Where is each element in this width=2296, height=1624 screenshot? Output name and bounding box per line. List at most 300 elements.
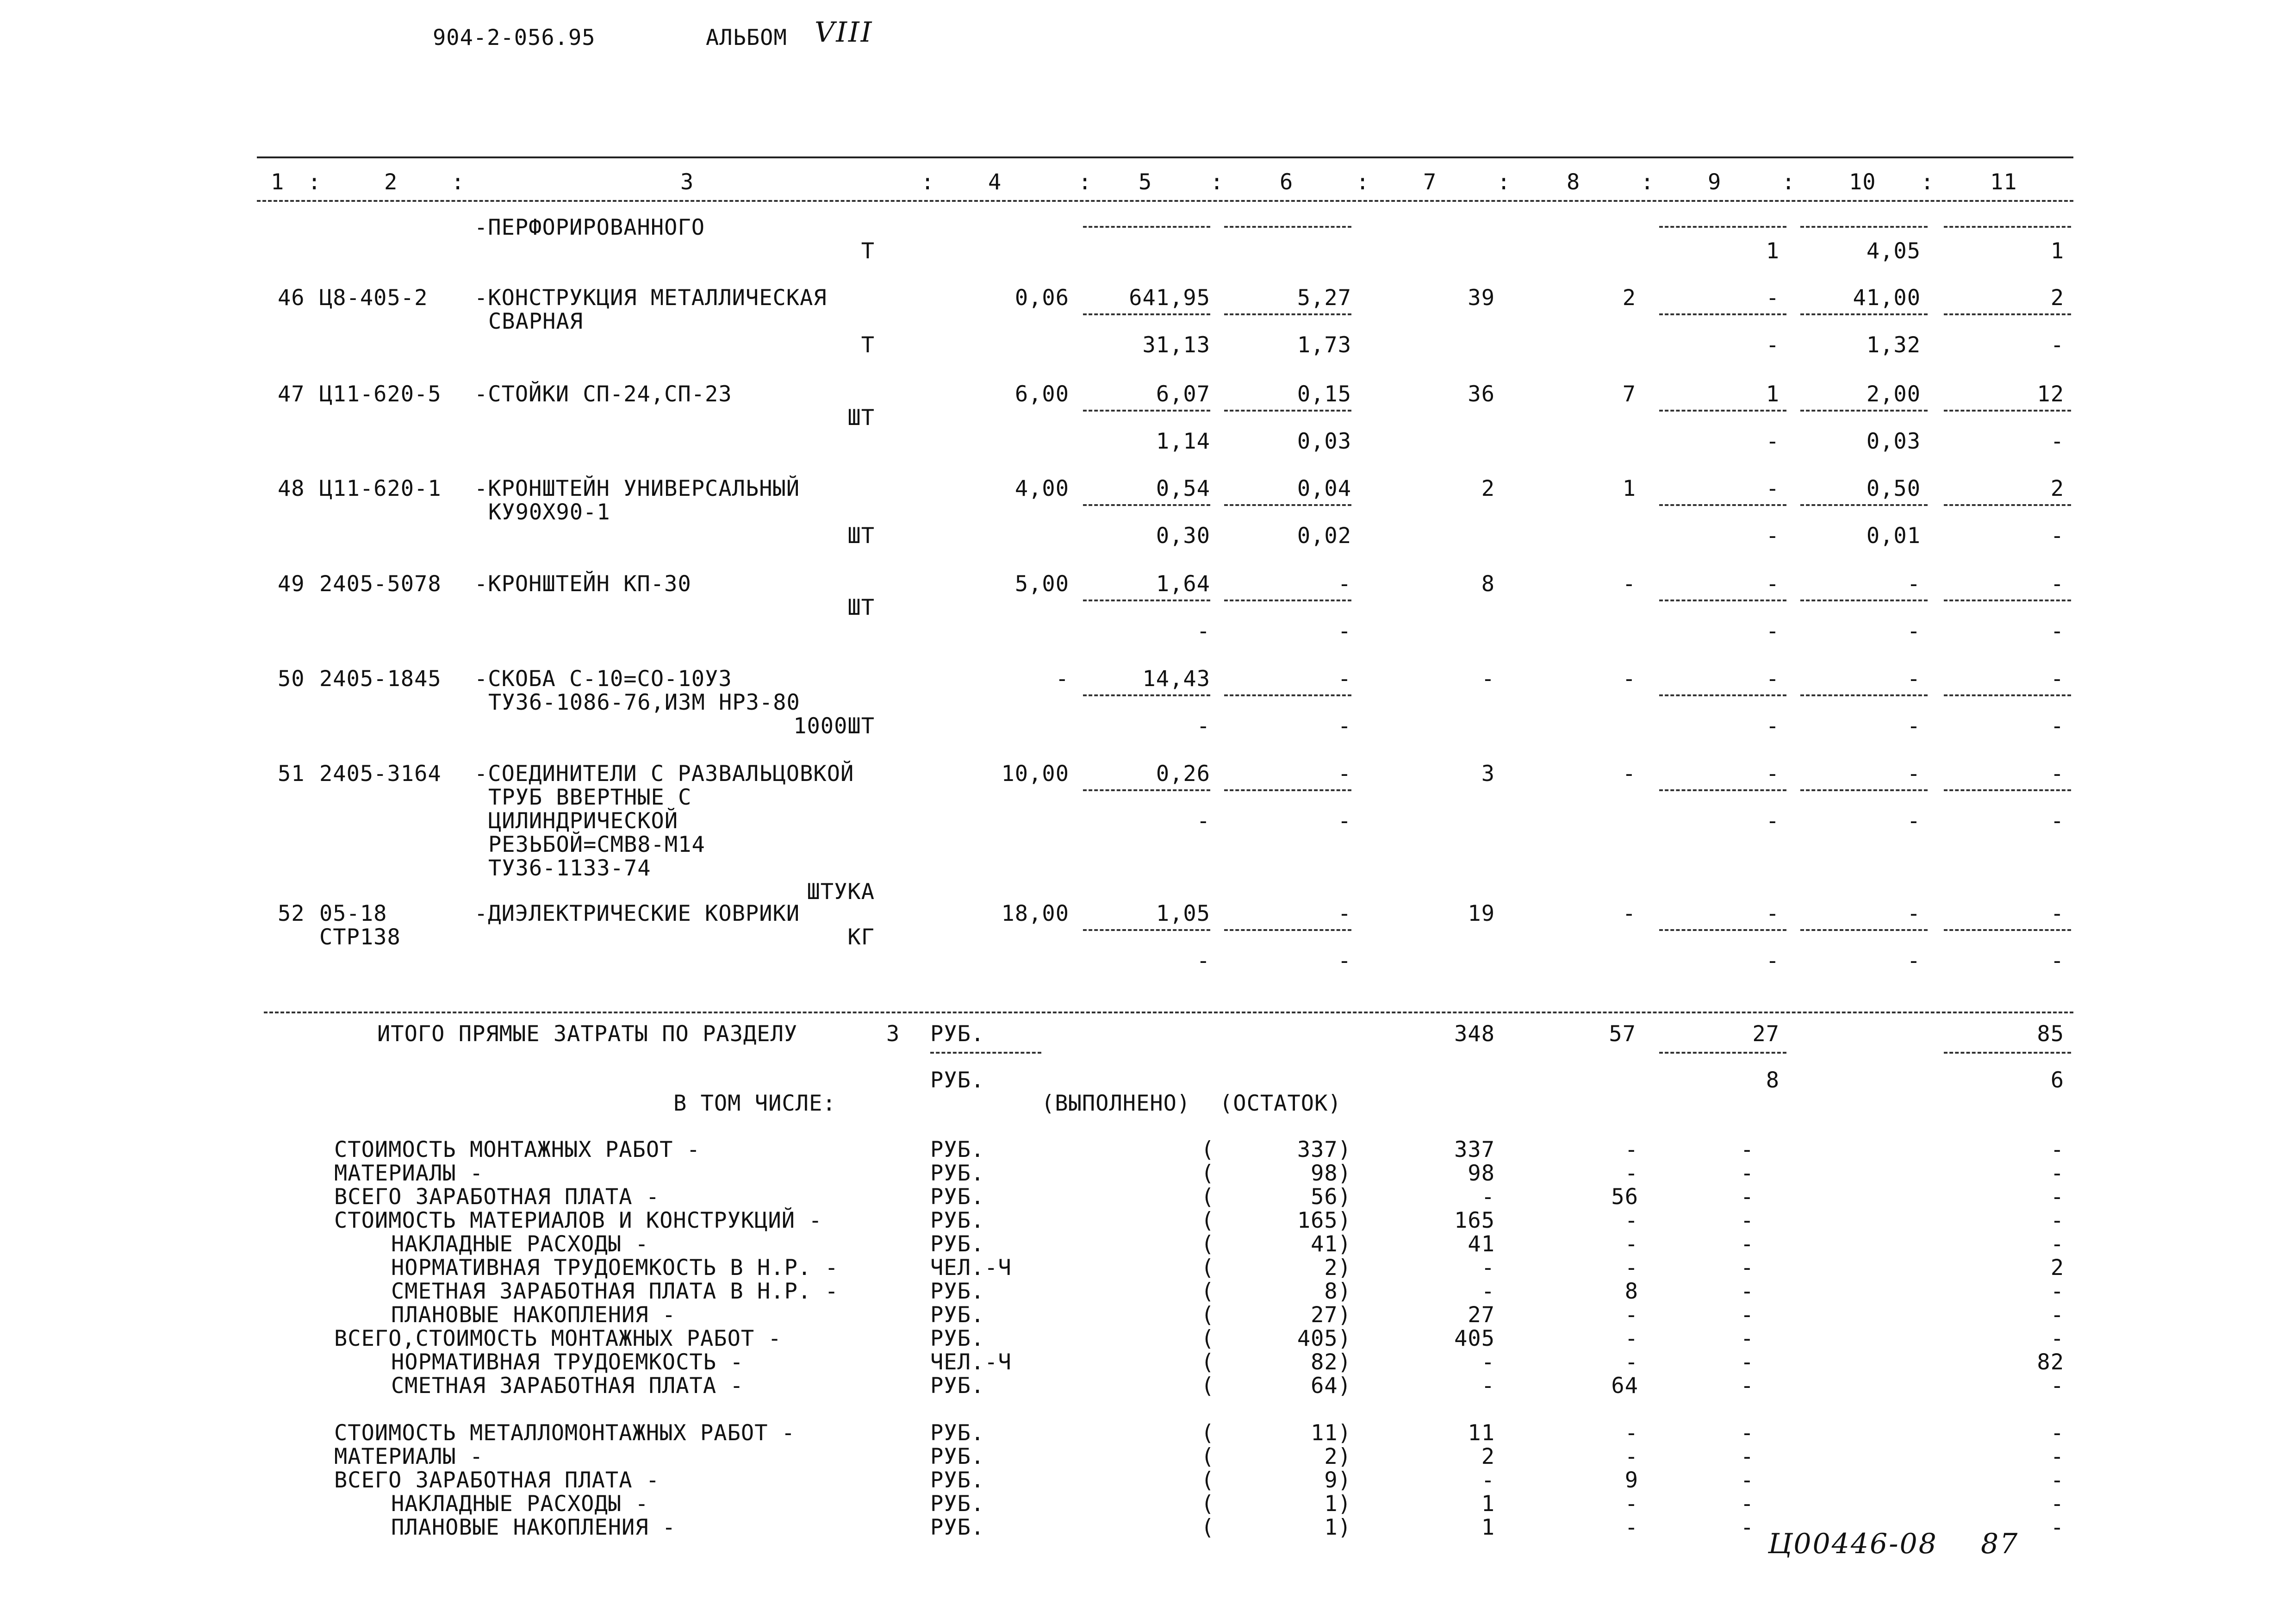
summary-c7: -	[1481, 1279, 1495, 1304]
total-rule	[930, 1052, 1041, 1054]
summary-unit: РУБ.	[930, 1420, 985, 1446]
price-rule	[1800, 789, 1928, 791]
summary-c7: 1	[1481, 1491, 1495, 1517]
price-rule	[1659, 600, 1786, 601]
row-name-line: ТУ36-1133-74	[488, 856, 651, 881]
summary-paren: (	[1201, 1373, 1215, 1399]
price-rule	[1083, 313, 1210, 315]
column-number-3: 3	[680, 169, 694, 195]
row-code: 2405-1845	[319, 666, 442, 692]
column-separator: :	[1497, 169, 1511, 195]
summary-c8: 8	[1624, 1279, 1638, 1304]
summary-done-value: 2)	[1324, 1444, 1351, 1469]
summary-c11: -	[2050, 1420, 2064, 1446]
summary-paren: (	[1201, 1420, 1215, 1446]
row-c11b: -	[2050, 429, 2064, 454]
summary-c7: 405	[1454, 1326, 1495, 1351]
row-c9: -	[1766, 476, 1780, 501]
row-c11: -	[2050, 761, 2064, 787]
row-c5b: 0,30	[1156, 523, 1210, 549]
column-separator: :	[1641, 169, 1655, 195]
total-rule	[1659, 1052, 1786, 1054]
row-c8: 1	[1622, 476, 1636, 501]
row-c9: -	[1766, 666, 1780, 692]
row-c11b: -	[2050, 713, 2064, 739]
row-number: 48	[278, 476, 305, 501]
row-code: Ц11-620-5	[319, 381, 442, 407]
row-c8: 2	[1622, 285, 1636, 311]
summary-c11: -	[2050, 1326, 2064, 1351]
row-c11: -	[2050, 666, 2064, 692]
row-name-line: ЦИЛИНДРИЧЕСКОЙ	[488, 808, 678, 834]
summary-c7: 11	[1468, 1420, 1495, 1446]
row-c6: 5,27	[1297, 285, 1351, 311]
row-quantity: 10,00	[1001, 761, 1069, 787]
summary-done-value: 82)	[1311, 1349, 1351, 1375]
price-rule	[1659, 694, 1786, 696]
row-c9b: -	[1766, 332, 1780, 358]
row-unit: ШТ	[847, 405, 875, 431]
price-rule	[1224, 600, 1351, 601]
row-c11b: -	[2050, 523, 2064, 549]
summary-label: НАКЛАДНЫЕ РАСХОДЫ -	[391, 1491, 649, 1517]
row-c5: 0,54	[1156, 476, 1210, 501]
summary-c9: -	[1740, 1420, 1754, 1446]
row-c9b: -	[1766, 808, 1780, 834]
summary-done-value: 2)	[1324, 1255, 1351, 1280]
summary-c11: -	[2050, 1184, 2064, 1210]
summary-label: МАТЕРИАЛЫ -	[334, 1161, 484, 1186]
price-rule	[1224, 313, 1351, 315]
table-top-rule	[257, 156, 2073, 158]
summary-c8: -	[1624, 1420, 1638, 1446]
total-unit: РУБ.	[930, 1021, 985, 1047]
summary-paren: (	[1201, 1208, 1215, 1233]
column-separator: :	[308, 169, 322, 195]
row-c7: 3	[1481, 761, 1495, 787]
row-c10b: 0,03	[1866, 429, 1921, 454]
summary-c7: 98	[1468, 1161, 1495, 1186]
price-rule	[1224, 226, 1351, 228]
summary-c9: -	[1740, 1326, 1754, 1351]
row-c6: 0,04	[1297, 476, 1351, 501]
summary-paren: (	[1201, 1491, 1215, 1517]
summary-c8: -	[1624, 1137, 1638, 1162]
summary-label: ПЛАНОВЫЕ НАКОПЛЕНИЯ -	[391, 1515, 676, 1540]
row-number: 50	[278, 666, 305, 692]
column-number-9: 9	[1708, 169, 1722, 195]
summary-unit: ЧЕЛ.-Ч	[930, 1255, 1012, 1280]
total-section: 3	[886, 1021, 900, 1047]
row-c11: 2	[2050, 285, 2064, 311]
row-number: 47	[278, 381, 305, 407]
price-rule	[1944, 313, 2071, 315]
summary-c8: -	[1624, 1326, 1638, 1351]
summary-c9: -	[1740, 1349, 1754, 1375]
price-rule	[1800, 226, 1928, 228]
row-name-line: КУ90Х90-1	[488, 500, 610, 525]
summary-label: МАТЕРИАЛЫ -	[334, 1444, 484, 1469]
summary-c11: -	[2050, 1161, 2064, 1186]
price-rule	[1224, 410, 1351, 412]
row-code: 2405-5078	[319, 571, 442, 597]
summary-unit: РУБ.	[930, 1302, 985, 1328]
row-quantity: 0,06	[1014, 285, 1069, 311]
row-code: 05-18	[319, 901, 387, 926]
row-quantity: 4,00	[1014, 476, 1069, 501]
row-c5: 641,95	[1129, 285, 1210, 311]
row-c10: 0,50	[1866, 476, 1921, 501]
summary-done-value: 27)	[1311, 1302, 1351, 1328]
price-rule	[1083, 504, 1210, 506]
summary-c7: 2	[1481, 1444, 1495, 1469]
summary-c11: -	[2050, 1444, 2064, 1469]
album-label: АЛЬБОМ	[706, 25, 787, 50]
row-c6b: -	[1338, 948, 1351, 974]
summary-c7: -	[1481, 1184, 1495, 1210]
summary-label: СТОИМОСТЬ МОНТАЖНЫХ РАБОТ -	[334, 1137, 701, 1162]
column-number-8: 8	[1567, 169, 1580, 195]
summary-c9: -	[1740, 1184, 1754, 1210]
summary-unit: РУБ.	[930, 1161, 985, 1186]
summary-paren: (	[1201, 1515, 1215, 1540]
summary-label: ВСЕГО ЗАРАБОТНАЯ ПЛАТА -	[334, 1184, 660, 1210]
row-c9: -	[1766, 571, 1780, 597]
summary-label: СМЕТНАЯ ЗАРАБОТНАЯ ПЛАТА -	[391, 1373, 744, 1399]
price-rule	[1659, 789, 1786, 791]
summary-c8: -	[1624, 1208, 1638, 1233]
summary-c11: -	[2050, 1468, 2064, 1493]
price-rule	[1659, 410, 1786, 412]
row-name-line: -КРОНШТЕЙН УНИВЕРСАЛЬНЫЙ	[474, 476, 800, 501]
row-c7: -	[1481, 666, 1495, 692]
row-c9b: -	[1766, 713, 1780, 739]
price-rule	[1083, 789, 1210, 791]
row-name-line: РЕЗЬБОЙ=СМВ8-М14	[488, 832, 705, 857]
row-c11b: -	[2050, 948, 2064, 974]
document-code: 904-2-056.95	[433, 25, 596, 50]
summary-c8: -	[1624, 1255, 1638, 1280]
summary-c11: -	[2050, 1491, 2064, 1517]
summary-unit: РУБ.	[930, 1137, 985, 1162]
row-number: 52	[278, 901, 305, 926]
row-c6b: -	[1338, 808, 1351, 834]
summary-unit: ЧЕЛ.-Ч	[930, 1349, 1012, 1375]
row-c6: -	[1338, 571, 1351, 597]
summary-c9: -	[1740, 1468, 1754, 1493]
page-number: 87	[1981, 1528, 2019, 1560]
summary-c9: -	[1740, 1373, 1754, 1399]
price-rule	[1083, 694, 1210, 696]
row-c10b: -	[1907, 948, 1921, 974]
summary-c9: -	[1740, 1491, 1754, 1517]
row-name-line: -СОЕДИНИТЕЛИ С РАЗВАЛЬЦОВКОЙ	[474, 761, 854, 787]
row-c7: 2	[1481, 476, 1495, 501]
summary-c9: -	[1740, 1231, 1754, 1257]
row-c5b: -	[1196, 618, 1210, 644]
price-rule	[1224, 694, 1351, 696]
summary-c9: -	[1740, 1515, 1754, 1540]
row-c8: 7	[1622, 381, 1636, 407]
price-rule	[1083, 226, 1210, 228]
summary-c7: -	[1481, 1349, 1495, 1375]
row-c8: -	[1622, 901, 1636, 926]
summary-paren: (	[1201, 1302, 1215, 1328]
row-c11b: -	[2050, 332, 2064, 358]
summary-unit: РУБ.	[930, 1444, 985, 1469]
total-c7: 348	[1454, 1021, 1495, 1047]
column-number-10: 10	[1849, 169, 1876, 195]
row-c11: -	[2050, 571, 2064, 597]
row-c5: 6,07	[1156, 381, 1210, 407]
price-rule	[1083, 410, 1210, 412]
done-label: (ВЫПОЛНЕНО)	[1041, 1091, 1191, 1116]
total-unit-2: РУБ.	[930, 1068, 985, 1093]
column-separator: :	[451, 169, 465, 195]
summary-paren: (	[1201, 1161, 1215, 1186]
summary-unit: РУБ.	[930, 1208, 985, 1233]
summary-label: СТОИМОСТЬ МАТЕРИАЛОВ И КОНСТРУКЦИЙ -	[334, 1208, 822, 1233]
price-rule	[1944, 694, 2071, 696]
summary-c9: -	[1740, 1444, 1754, 1469]
row-c6b: -	[1338, 713, 1351, 739]
summary-label: НОРМАТИВНАЯ ТРУДОЕМКОСТЬ В Н.Р. -	[391, 1255, 839, 1280]
summary-unit: РУБ.	[930, 1231, 985, 1257]
summary-label: НОРМАТИВНАЯ ТРУДОЕМКОСТЬ -	[391, 1349, 744, 1375]
row-c6: -	[1338, 761, 1351, 787]
row-c5: 1,05	[1156, 901, 1210, 926]
summary-c8: -	[1624, 1302, 1638, 1328]
row-c6: -	[1338, 901, 1351, 926]
price-rule	[1659, 226, 1786, 228]
summary-paren: (	[1201, 1444, 1215, 1469]
row-name-line: -ПЕРФОРИРОВАННОГО	[474, 215, 705, 240]
summary-c7: -	[1481, 1373, 1495, 1399]
summary-c9: -	[1740, 1279, 1754, 1304]
summary-c9: -	[1740, 1302, 1754, 1328]
summary-label: НАКЛАДНЫЕ РАСХОДЫ -	[391, 1231, 649, 1257]
row-c8: -	[1622, 666, 1636, 692]
row-c9: 1	[1766, 238, 1780, 264]
total-c11: 85	[2037, 1021, 2064, 1047]
price-rule	[1224, 504, 1351, 506]
summary-c9: -	[1740, 1137, 1754, 1162]
summary-c8: 56	[1611, 1184, 1638, 1210]
remainder-label: (ОСТАТОК)	[1220, 1091, 1342, 1116]
summary-paren: (	[1201, 1468, 1215, 1493]
summary-done-value: 41)	[1311, 1231, 1351, 1257]
row-c6b: -	[1338, 618, 1351, 644]
summary-c8: -	[1624, 1231, 1638, 1257]
summary-done-value: 56)	[1311, 1184, 1351, 1210]
row-c5: 0,26	[1156, 761, 1210, 787]
row-c10b: 0,01	[1866, 523, 1921, 549]
row-c5b: 1,14	[1156, 429, 1210, 454]
price-rule	[1944, 789, 2071, 791]
column-number-2: 2	[384, 169, 398, 195]
price-rule	[1659, 929, 1786, 931]
row-code: Ц8-405-2	[319, 285, 428, 311]
summary-c9: -	[1740, 1208, 1754, 1233]
row-name-line: -ДИЭЛЕКТРИЧЕСКИЕ КОВРИКИ	[474, 901, 800, 926]
row-quantity: 5,00	[1014, 571, 1069, 597]
summary-unit: РУБ.	[930, 1184, 985, 1210]
row-c10: -	[1907, 901, 1921, 926]
price-rule	[1659, 504, 1786, 506]
price-rule	[1224, 789, 1351, 791]
summary-done-value: 1)	[1324, 1491, 1351, 1517]
summary-c11: -	[2050, 1208, 2064, 1233]
row-c11b: -	[2050, 808, 2064, 834]
summary-c11: 82	[2037, 1349, 2064, 1375]
row-c11b: -	[2050, 618, 2064, 644]
row-c9: -	[1766, 901, 1780, 926]
row-unit: ШТ	[847, 595, 875, 620]
total-c9: 27	[1752, 1021, 1780, 1047]
row-c9b: -	[1766, 948, 1780, 974]
price-rule	[1800, 504, 1928, 506]
summary-c7: 41	[1468, 1231, 1495, 1257]
summary-unit: РУБ.	[930, 1373, 985, 1399]
row-c9: -	[1766, 285, 1780, 311]
summary-paren: (	[1201, 1279, 1215, 1304]
row-code: Ц11-620-1	[319, 476, 442, 501]
summary-c8: -	[1624, 1349, 1638, 1375]
total-label: ИТОГО ПРЯМЫЕ ЗАТРАТЫ ПО РАЗДЕЛУ	[377, 1021, 798, 1047]
column-separator: :	[1078, 169, 1092, 195]
row-quantity: 6,00	[1014, 381, 1069, 407]
price-rule	[1944, 600, 2071, 601]
row-unit: 1000ШТ	[793, 713, 875, 739]
row-c7: 8	[1481, 571, 1495, 597]
row-c5b: -	[1196, 808, 1210, 834]
column-separator: :	[1210, 169, 1224, 195]
row-unit: КГ	[847, 924, 875, 950]
summary-unit: РУБ.	[930, 1326, 985, 1351]
summary-done-value: 337)	[1297, 1137, 1351, 1162]
column-separator: :	[1356, 169, 1370, 195]
summary-done-value: 9)	[1324, 1468, 1351, 1493]
summary-c7: 27	[1468, 1302, 1495, 1328]
row-number: 49	[278, 571, 305, 597]
summary-paren: (	[1201, 1326, 1215, 1351]
row-c9: -	[1766, 761, 1780, 787]
summary-c11: -	[2050, 1515, 2064, 1540]
summary-done-value: 165)	[1297, 1208, 1351, 1233]
album-number: VIII	[815, 16, 873, 49]
price-rule	[1944, 410, 2071, 412]
summary-c7: -	[1481, 1255, 1495, 1280]
column-number-5: 5	[1139, 169, 1152, 195]
summary-c8: -	[1624, 1161, 1638, 1186]
summary-c11: -	[2050, 1279, 2064, 1304]
summary-done-value: 8)	[1324, 1279, 1351, 1304]
summary-done-value: 1)	[1324, 1515, 1351, 1540]
price-rule	[1083, 600, 1210, 601]
row-c9b: -	[1766, 429, 1780, 454]
total-c9b: 8	[1766, 1068, 1780, 1093]
summary-c7: -	[1481, 1468, 1495, 1493]
column-separator: :	[1921, 169, 1935, 195]
column-number-6: 6	[1280, 169, 1294, 195]
row-c11: 2	[2050, 476, 2064, 501]
summary-c11: -	[2050, 1302, 2064, 1328]
summary-c11: -	[2050, 1137, 2064, 1162]
summary-label: ВСЕГО,СТОИМОСТЬ МОНТАЖНЫХ РАБОТ -	[334, 1326, 782, 1351]
summary-c7: 337	[1454, 1137, 1495, 1162]
summary-paren: (	[1201, 1184, 1215, 1210]
row-c8: -	[1622, 761, 1636, 787]
row-name-line: -СТОЙКИ СП-24,СП-23	[474, 381, 732, 407]
price-rule	[1944, 929, 2071, 931]
row-c8: -	[1622, 571, 1636, 597]
row-c10b: 1,32	[1866, 332, 1921, 358]
summary-c7: 1	[1481, 1515, 1495, 1540]
summary-paren: (	[1201, 1137, 1215, 1162]
row-c5b: -	[1196, 713, 1210, 739]
row-name-line: ТРУБ ВВЕРТНЫЕ С	[488, 785, 692, 810]
summary-label: ВСЕГО ЗАРАБОТНАЯ ПЛАТА -	[334, 1468, 660, 1493]
price-rule	[1944, 504, 2071, 506]
row-c7: 19	[1468, 901, 1495, 926]
row-unit: ШТ	[847, 523, 875, 549]
row-c9: 1	[1766, 381, 1780, 407]
sheet-code: Ц00446-08	[1768, 1528, 1938, 1560]
column-number-1: 1	[271, 169, 285, 195]
summary-paren: (	[1201, 1255, 1215, 1280]
summary-c8: -	[1624, 1491, 1638, 1517]
row-quantity: 18,00	[1001, 901, 1069, 926]
total-c8: 57	[1609, 1021, 1636, 1047]
row-c10b: -	[1907, 808, 1921, 834]
column-separator: :	[1782, 169, 1796, 195]
summary-unit: РУБ.	[930, 1491, 985, 1517]
row-c11: 12	[2037, 381, 2064, 407]
row-c5: 1,64	[1156, 571, 1210, 597]
row-unit: ШТУКА	[807, 879, 875, 905]
summary-c11: -	[2050, 1231, 2064, 1257]
summary-unit: РУБ.	[930, 1279, 985, 1304]
row-c7: 39	[1468, 285, 1495, 311]
summary-label: СТОИМОСТЬ МЕТАЛЛОМОНТАЖНЫХ РАБОТ -	[334, 1420, 796, 1446]
row-name-line: -СКОБА С-10=СО-10УЗ	[474, 666, 732, 692]
summary-c8: -	[1624, 1515, 1638, 1540]
price-rule	[1224, 929, 1351, 931]
price-rule	[1800, 313, 1928, 315]
price-rule	[1659, 313, 1786, 315]
row-quantity: -	[1055, 666, 1069, 692]
summary-label: СМЕТНАЯ ЗАРАБОТНАЯ ПЛАТА В Н.Р. -	[391, 1279, 839, 1304]
summary-done-value: 11)	[1311, 1420, 1351, 1446]
total-c11b: 6	[2050, 1068, 2064, 1093]
total-rule	[1944, 1052, 2071, 1054]
row-name-line: СВАРНАЯ	[488, 309, 584, 334]
summary-c8: 9	[1624, 1468, 1638, 1493]
summary-done-value: 64)	[1311, 1373, 1351, 1399]
row-code: 2405-3164	[319, 761, 442, 787]
row-c6b: 0,02	[1297, 523, 1351, 549]
price-rule	[1944, 226, 2071, 228]
row-number: 51	[278, 761, 305, 787]
row-c7: 36	[1468, 381, 1495, 407]
row-c9b: -	[1766, 618, 1780, 644]
row-c10: -	[1907, 761, 1921, 787]
column-number-11: 11	[1990, 169, 2017, 195]
price-rule	[1083, 929, 1210, 931]
summary-label: ПЛАНОВЫЕ НАКОПЛЕНИЯ -	[391, 1302, 676, 1328]
summary-c9: -	[1740, 1161, 1754, 1186]
row-c10: 2,00	[1866, 381, 1921, 407]
